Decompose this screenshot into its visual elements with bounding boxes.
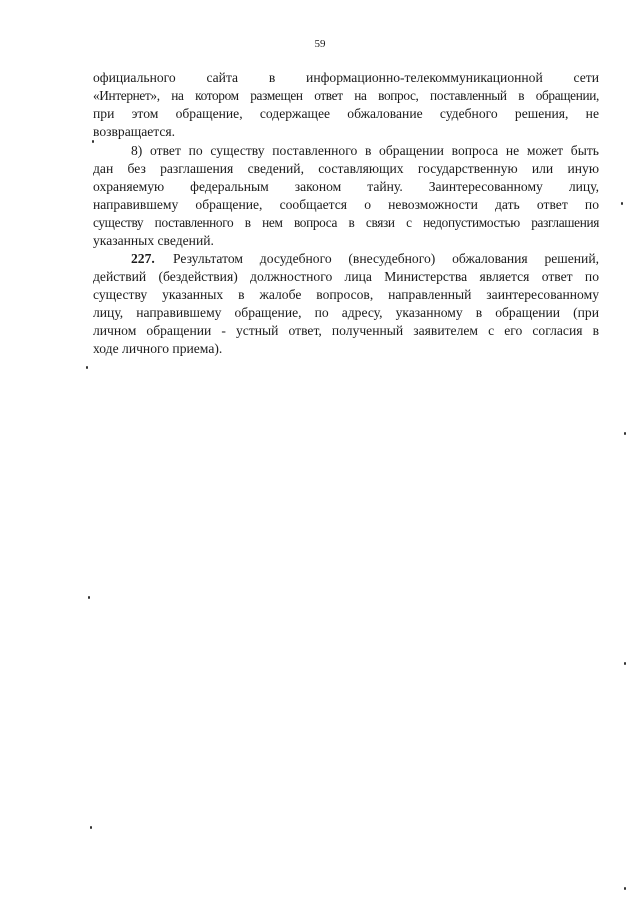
paragraph-3-line-4: лицу, направившему обращение, по адресу, указанному в обращении (при <box>93 305 599 320</box>
paragraph-2-line-4: направившему обращение, сообщается о невозможности дать ответ по <box>93 197 599 212</box>
word: сети <box>573 70 599 85</box>
paragraph-3-line-2: действий (бездействия) должностного лица Министерства является ответ по <box>93 269 599 284</box>
paragraph-2-line-2: дан без разглашения сведений, составляющих государственную или иную <box>93 161 599 176</box>
scan-speck <box>624 887 626 890</box>
paragraph-2-line-1: 8) ответ по существу поставленного в обращении вопроса не может быть <box>131 143 599 158</box>
scan-speck <box>92 140 94 143</box>
scan-speck <box>90 826 92 829</box>
paragraph-1-line-4: возвращается. <box>93 124 176 139</box>
page-number: 59 <box>314 38 326 50</box>
word: сайта <box>206 70 239 85</box>
scan-speck <box>621 202 623 205</box>
paragraph-3-line-6: ходе личного приема). <box>93 341 223 356</box>
item-number: 227. <box>131 251 155 266</box>
scan-speck <box>624 662 626 665</box>
word: официального <box>93 70 176 85</box>
paragraph-1-line-3: при этом обращение, содержащее обжалование судебного решения, не <box>93 106 599 121</box>
paragraph-2-line-3: охраняемую федеральным законом тайну. Заинтересованному лицу, <box>93 179 599 194</box>
paragraph-1-line-1 <box>93 70 599 86</box>
paragraph-3-line-1-text: Результатом досудебного (внесудебного) обжалования решений, <box>173 251 599 266</box>
paragraph-3-line-3: существу указанных в жалобе вопросов, направленный заинтересованному <box>93 287 599 302</box>
paragraph-2-line-6: указанных сведений. <box>93 233 214 248</box>
scan-speck <box>624 432 626 435</box>
scan-speck <box>88 596 90 599</box>
paragraph-2-line-5: существу поставленного в нем вопроса в связи с недопустимостью разглашения <box>93 215 599 230</box>
word: информационно-телекоммуникационной <box>306 70 543 85</box>
paragraph-3-line-5: личном обращении - устный ответ, полученный заявителем с его согласия в <box>93 323 599 338</box>
word: в <box>268 70 276 85</box>
paragraph-1-line-2: «Интернет», на котором размещен ответ на вопрос, поставленный в обращении, <box>93 88 599 103</box>
scan-speck <box>86 366 88 369</box>
paragraph-3-line-1 <box>131 251 599 267</box>
